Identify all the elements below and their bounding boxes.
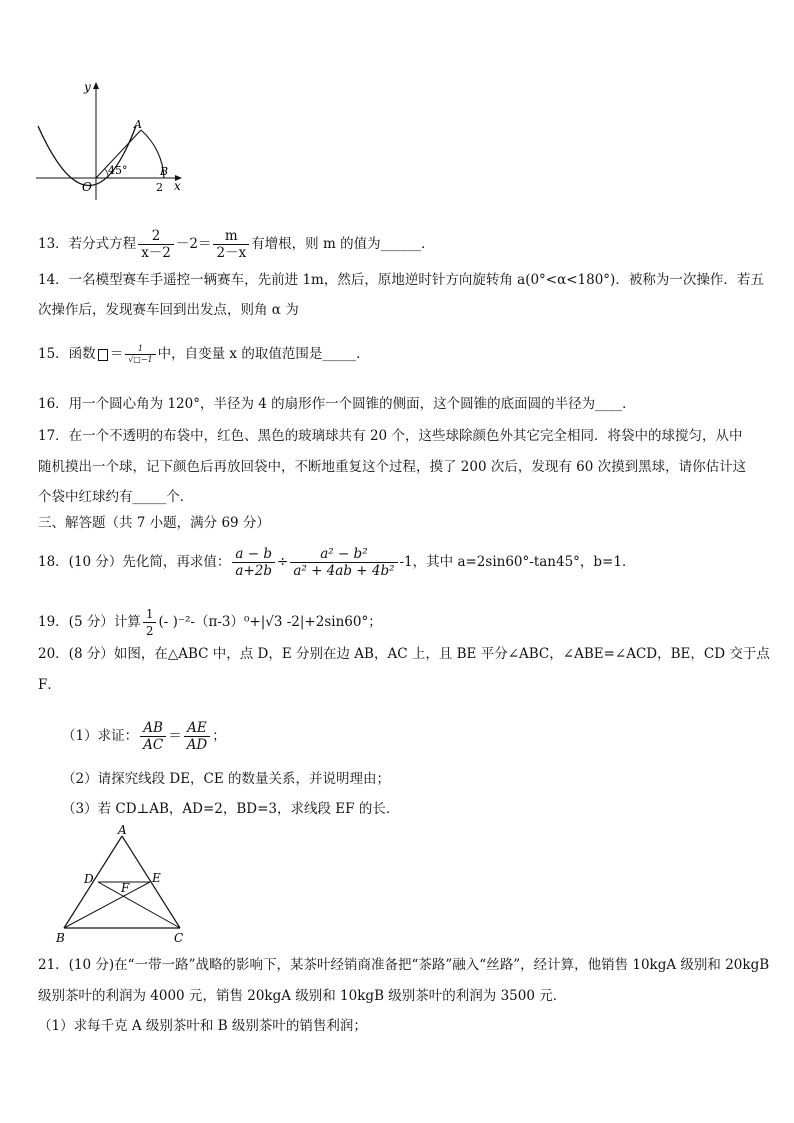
question-15 xyxy=(38,344,370,365)
point-e-label: E xyxy=(152,871,161,885)
question-17-line-1: 17．在一个不透明的布袋中，红色、黑色的玻璃球共有 20 个，这些球除颜色外其它完全相同．将袋中的球搅匀，从中 xyxy=(38,428,743,444)
q13-lhs-fraction xyxy=(138,228,174,261)
q13-lhs-den: x－2 xyxy=(141,245,171,261)
q13-rhs-den: 2－x xyxy=(216,245,247,261)
vertex-a-label: A xyxy=(118,824,127,837)
question-20-part-1 xyxy=(62,720,226,753)
question-17-line-3: 个袋中红球约有_____个． xyxy=(38,489,194,505)
q20-p1-l-num: AB xyxy=(140,720,166,737)
q20-p1-eq: ＝ xyxy=(168,728,182,744)
point-f-label: F xyxy=(121,881,130,895)
q18-f2-den: a² + 4ab + 4b² xyxy=(293,563,395,579)
section-3-title: 三、解答题（共 7 小题，满分 69 分） xyxy=(38,515,270,531)
q19-prefix: 19．(5 分）计算 xyxy=(38,614,141,630)
q18-prefix: 18．(10 分）先化简，再求值： xyxy=(38,554,231,570)
q20-p1-prefix: （1）求证： xyxy=(62,728,139,744)
q18-div: ÷ xyxy=(277,554,289,570)
q20-p1-left-fraction xyxy=(140,720,166,753)
angle-label: 45° xyxy=(108,164,128,177)
question-20-line-2: F． xyxy=(38,677,61,693)
question-21-line-2: 级别茶叶的利润为 4000 元，销售 20kgA 级别和 10kgB 级别茶叶的利润为 3500 元． xyxy=(38,988,567,1004)
q15-fraction xyxy=(125,344,155,365)
missing-glyph-box xyxy=(98,349,108,361)
question-21-part-1: （1）求每千克 A 级别茶叶和 B 级别茶叶的销售利润； xyxy=(38,1018,367,1034)
q20-p1-right-fraction xyxy=(184,720,211,753)
question-18 xyxy=(38,546,635,579)
point-a-label: A xyxy=(134,118,142,131)
tick-2-label: 2 xyxy=(156,181,163,194)
q13-prefix: 13．若分式方程 xyxy=(38,236,137,252)
q18-f1-den: a+2b xyxy=(235,563,273,579)
q13-rhs-num: m xyxy=(213,228,249,245)
q18-f2-num: a² − b² xyxy=(290,546,397,563)
x-axis-label: x xyxy=(174,179,181,193)
q18-fraction-2 xyxy=(290,546,397,579)
q20-p1-r-num: AE xyxy=(184,720,211,737)
triangle-figure xyxy=(52,824,192,946)
question-14-line-2: 次操作后，发现赛车回到出发点，则角 α 为 xyxy=(38,302,299,318)
q19-f-den: 2 xyxy=(145,624,154,638)
q20-p1-r-den: AD xyxy=(186,737,208,753)
q13-rhs-fraction xyxy=(213,228,249,261)
q20-p1-suffix: ； xyxy=(212,728,226,744)
q13-suffix: 有增根，则 m 的值为______． xyxy=(251,236,435,252)
function-graph-figure xyxy=(36,80,186,205)
q15-den: √□−1 xyxy=(128,355,153,364)
origin-label: O xyxy=(82,180,92,194)
question-19 xyxy=(38,606,382,639)
question-16: 16．用一个圆心角为 120°，半径为 4 的扇形作一个圆锥的侧面，这个圆锥的底面圆的半径为____． xyxy=(38,396,636,412)
q15-eq: ＝ xyxy=(109,346,124,362)
point-b-label: B xyxy=(160,165,169,178)
question-13 xyxy=(38,228,435,261)
q18-f1-num: a − b xyxy=(232,546,275,563)
question-17-line-2: 随机摸出一个球，记下颜色后再放回袋中，不断地重复这个过程，摸了 200 次后，发现有 60 次摸到黑球，请你估计这 xyxy=(38,459,747,475)
q19-fraction xyxy=(143,606,157,639)
question-21-line-1: 21．(10 分)在“一带一路”战略的影响下，某茶叶经销商准备把“茶路”融入“丝路”，经计算，他销售 10kgA 级别和 20kgB xyxy=(38,957,770,973)
vertex-b-label: B xyxy=(56,931,65,945)
q18-suffix: -1，其中 a=2sin60°-tan45°，b=1． xyxy=(399,554,636,570)
q15-suffix: 中，自变量 x 的取值范围是_____． xyxy=(157,346,370,362)
question-20-part-2: （2）请探究线段 DE，CE 的数量关系，并说明理由； xyxy=(62,771,391,787)
vertex-c-label: C xyxy=(174,931,184,945)
q15-prefix: 15．函数 xyxy=(38,346,96,362)
q15-num: 1 xyxy=(125,344,155,355)
q18-fraction-1 xyxy=(232,546,275,579)
q13-minus: －2＝ xyxy=(175,236,212,252)
q19-f-num: 1 xyxy=(143,606,157,623)
q13-lhs-num: 2 xyxy=(138,228,174,245)
question-20-line-1: 20．(8 分）如图，在△ABC 中，点 D，E 分别在边 AB，AC 上，且 BE 平分∠ABC，∠ABE=∠ACD，BE，CD 交于点 xyxy=(38,646,770,662)
y-axis-label: y xyxy=(84,80,91,94)
question-20-part-3: （3）若 CD⊥AB，AD=2，BD=3，求线段 EF 的长． xyxy=(62,801,400,817)
q19-rest: (- )⁻²-（π-3）⁰+|√3 -2|+2sin60°； xyxy=(158,614,382,630)
question-14-line-1: 14．一名模型赛车手遥控一辆赛车，先前进 1m，然后，原地逆时针方向旋转角 a(0°<α<180°)．被称为一次操作．若五 xyxy=(38,272,764,288)
point-d-label: D xyxy=(84,872,94,886)
q20-p1-l-den: AC xyxy=(143,737,164,753)
